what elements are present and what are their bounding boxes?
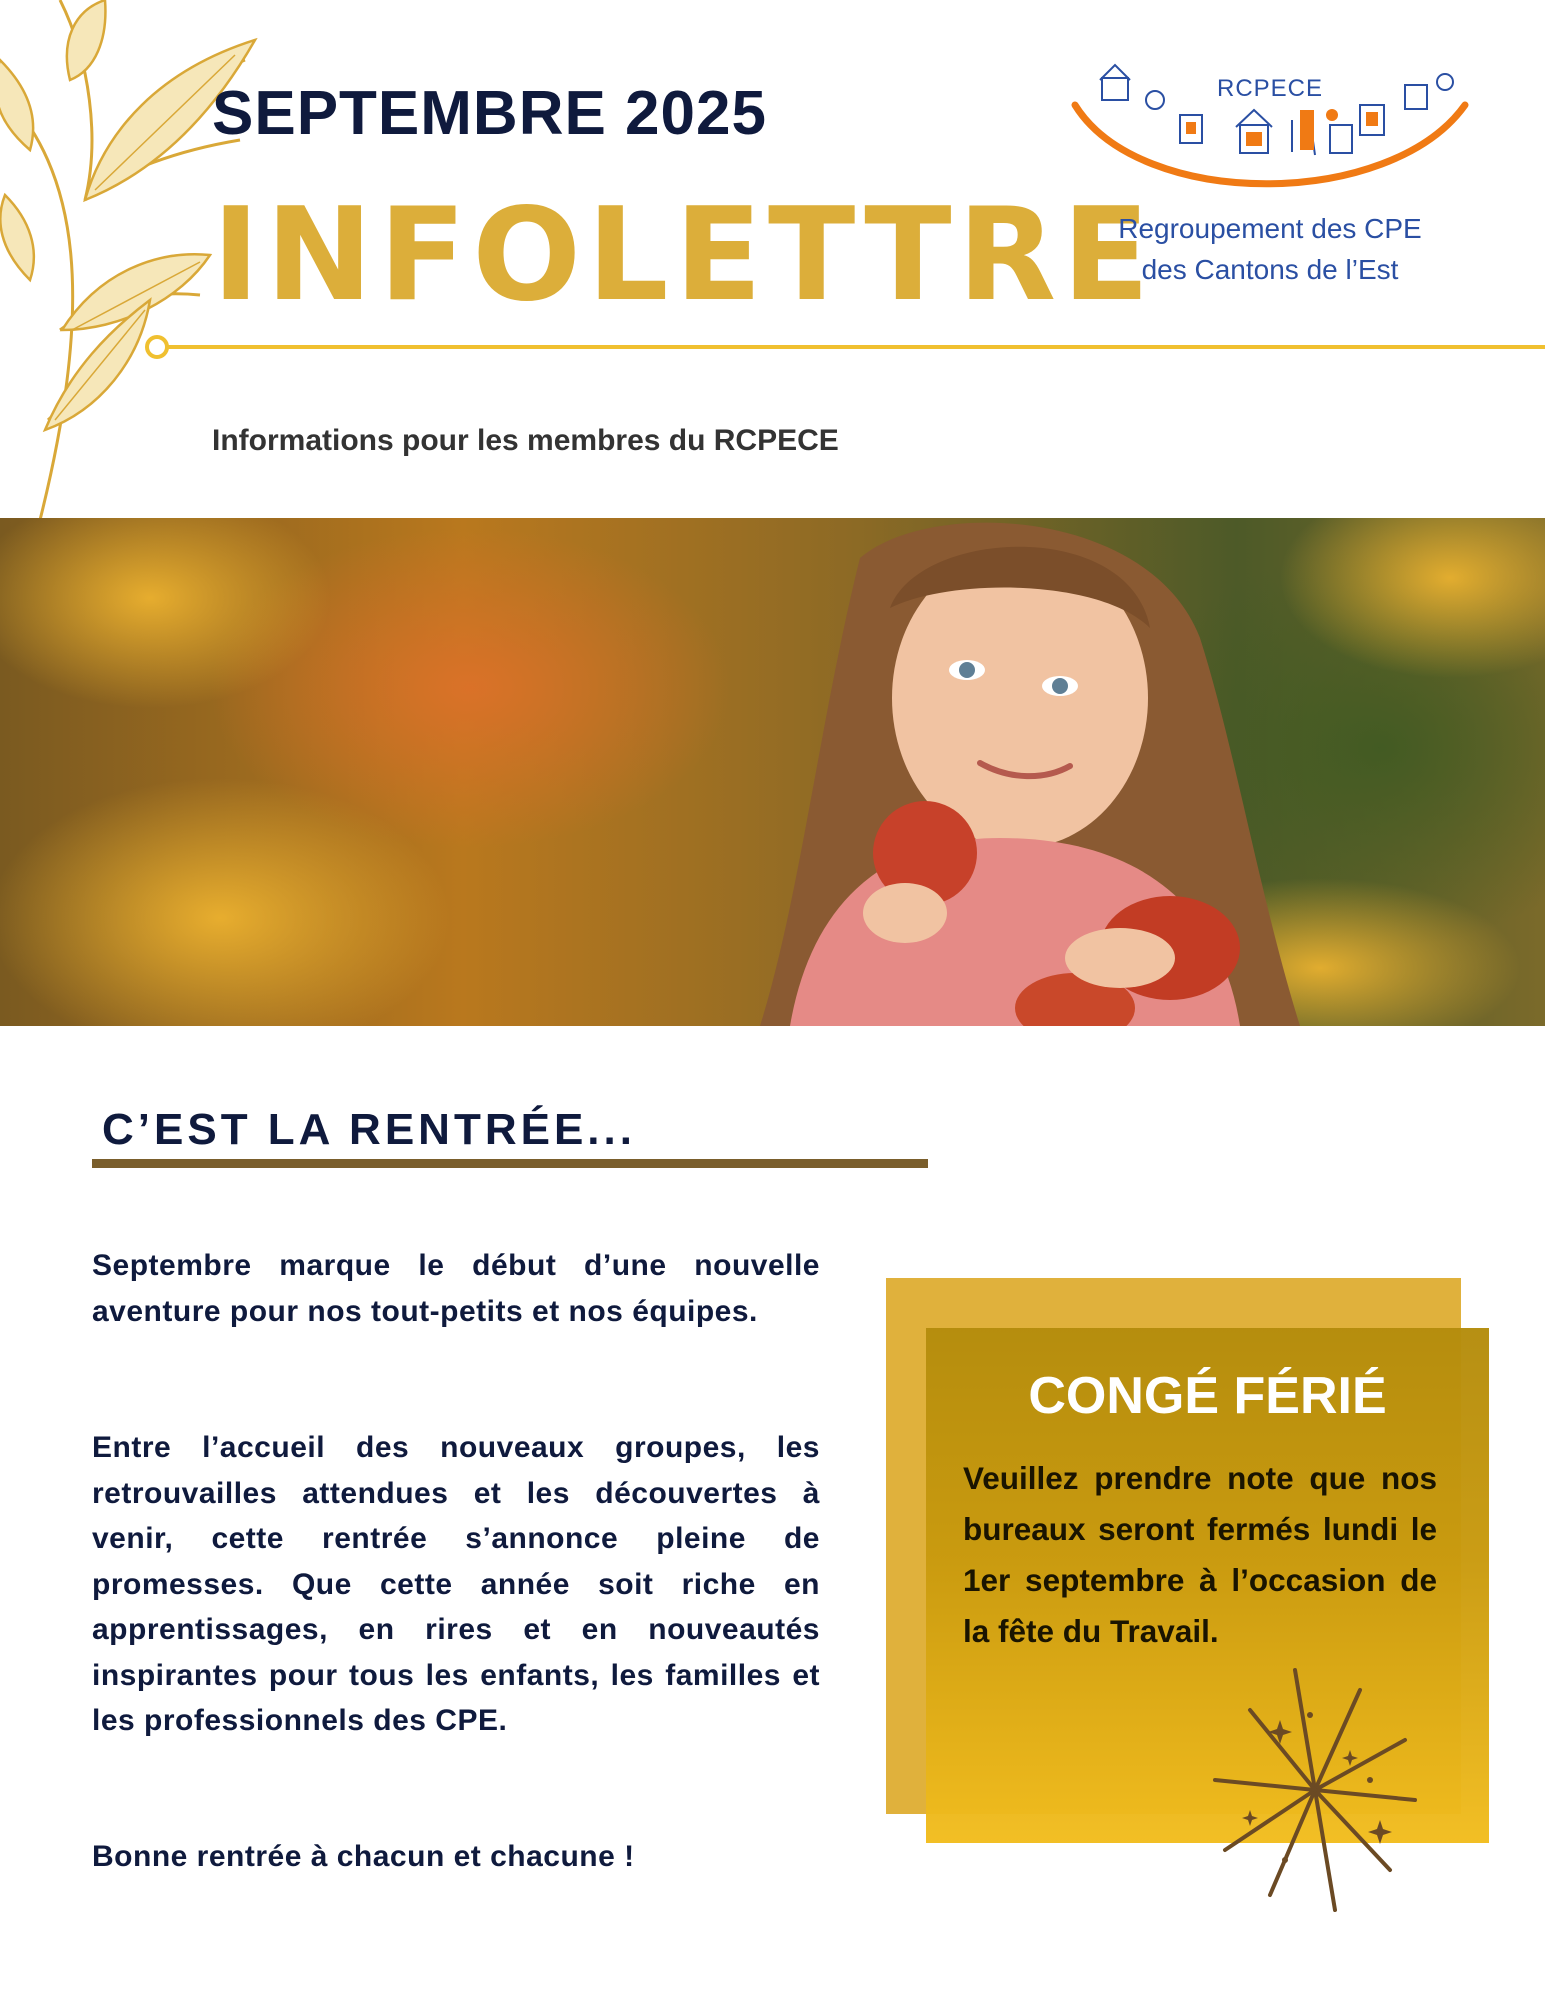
issue-date: SEPTEMBRE 2025 xyxy=(212,79,767,148)
title-divider xyxy=(160,345,1545,349)
section-heading: C’EST LA RENTRÉE... xyxy=(102,1105,636,1154)
sparkle-icon xyxy=(1210,1660,1420,1920)
callout-title: CONGÉ FÉRIÉ xyxy=(1028,1367,1387,1425)
logo-name-line1: Regroupement des CPE xyxy=(1118,213,1422,244)
newsletter-title: INFOLETTRE xyxy=(212,181,1156,330)
divider-circle-icon xyxy=(144,334,170,360)
article-paragraph: Septembre marque le début d’une nouvelle aventure pour nos tout-petits et nos équipes. xyxy=(92,1249,820,1328)
logo-acronym: RCPECE xyxy=(1216,75,1324,102)
newsletter-subtitle: Informations pour les membres du RCPECE xyxy=(212,424,839,457)
article-paragraph: Bonne rentrée à chacun et chacune ! xyxy=(92,1840,635,1873)
article-paragraph: Entre l’accueil des nouveaux groupes, les retrouvailles attendues et les découvertes à venir, cette rentrée s’annonce pleine de promesses. Que cette année soit riche en apprentissages, en rires et en nouveautés inspirantes pour tous les enfants, les familles et les professionnels des CPE. xyxy=(92,1431,820,1737)
callout-text: Veuillez prendre note que nos bureaux seront fermés lundi le 1er septembre à l’occasion de la fête du Travail. xyxy=(963,1460,1437,1649)
banner-photo xyxy=(0,518,1545,1026)
section-divider xyxy=(92,1159,928,1168)
logo-name-line2: des Cantons de l’Est xyxy=(1141,254,1399,285)
